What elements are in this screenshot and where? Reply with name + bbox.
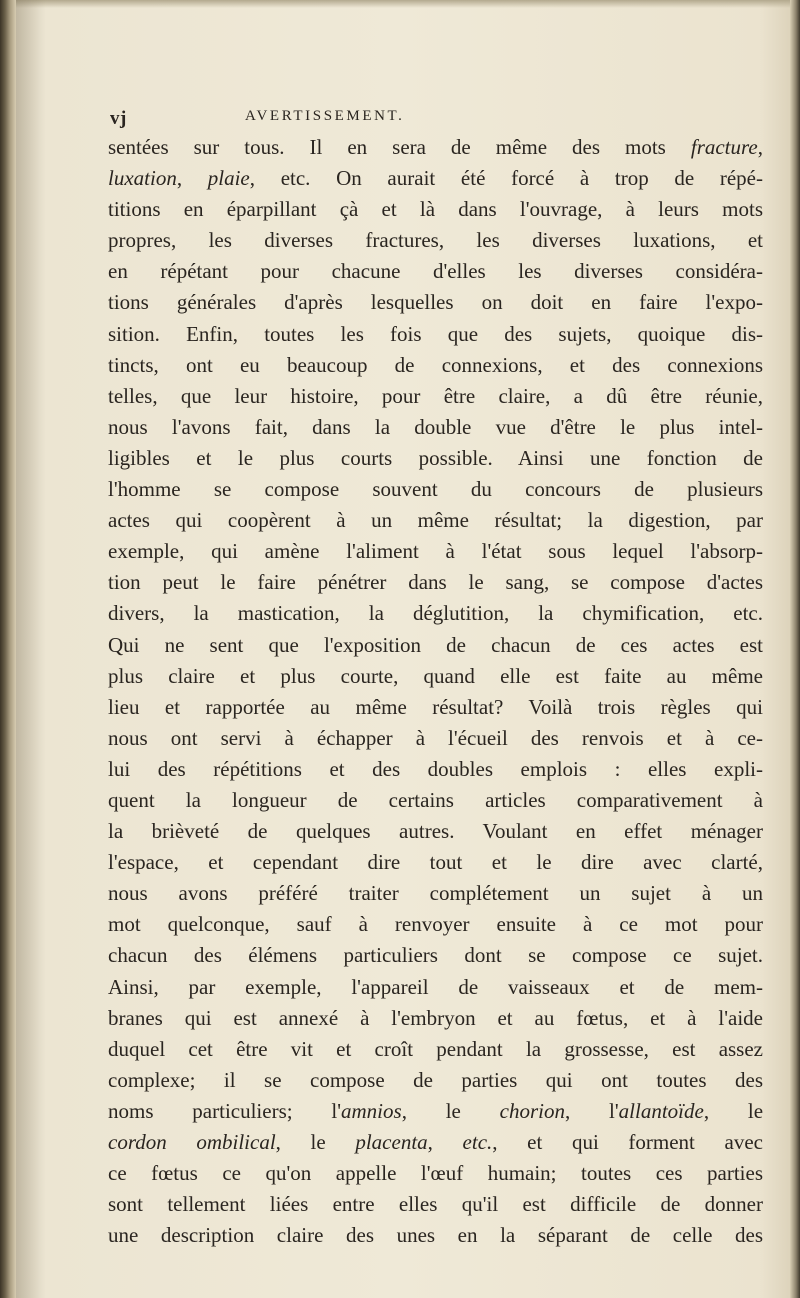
text-run: tincts, ont eu beaucoup de connexions, et des connexions: [108, 352, 763, 377]
text-run: sentées sur tous. Il en sera de même des mots: [108, 135, 691, 159]
text-line: [108, 909, 763, 940]
text-line: [108, 163, 763, 194]
text-run: mot quelconque, sauf à renvoyer ensuite à ce mot pour: [108, 912, 763, 937]
text-line: [108, 1096, 763, 1127]
italic-term: plaie: [207, 166, 250, 191]
text-run: nous ont servi à échapper à l'écueil des renvois et à ce-: [108, 725, 763, 750]
text-line: [108, 319, 763, 350]
text-line: [108, 381, 763, 412]
text-run: propres, les diverses fractures, les diverses luxations, et: [108, 228, 763, 253]
text-run: l'espace, et cependant dire tout et le dire avec clarté,: [108, 850, 763, 875]
text-line: [108, 287, 763, 318]
text-run: noms particuliers; l': [108, 1098, 341, 1123]
italic-term: etc.: [462, 1130, 493, 1154]
text-run: quent la longueur de certains articles comparativement à: [108, 787, 763, 812]
text-run: actes qui coopèrent à un même résultat; la digestion, par: [108, 508, 763, 533]
text-line: [108, 630, 763, 661]
text-line: [108, 847, 763, 878]
text-run: exemple, qui amène l'aliment à l'état sous lequel l'absorp-: [108, 539, 763, 564]
text-run: ligibles et le plus courts possible. Ainsi une fonction de: [108, 445, 763, 470]
text-line: [108, 1158, 763, 1189]
text-run: plus claire et plus courte, quand elle est faite au même: [108, 663, 763, 688]
italic-term: fracture: [690, 135, 758, 159]
italic-term: luxation: [108, 166, 177, 191]
text-line: [108, 1034, 763, 1065]
body-text: [108, 132, 763, 1251]
text-line: [108, 443, 763, 474]
text-run: lui des répétitions et des doubles emplois : elles expli-: [108, 756, 763, 781]
text-run: , le: [703, 1098, 764, 1123]
text-run: divers, la mastication, la déglutition, la chymification, etc.: [108, 601, 763, 626]
text-line: [108, 132, 763, 163]
italic-term: chorion: [499, 1098, 565, 1123]
italic-term: allantoïde: [618, 1098, 704, 1123]
text-run: sition. Enfin, toutes les fois que des sujets, quoique dis-: [108, 321, 763, 346]
text-line: [108, 816, 763, 847]
text-run: ,: [757, 135, 763, 159]
text-line: [108, 350, 763, 381]
text-run: ,: [427, 1130, 463, 1154]
text-line: [108, 1003, 763, 1034]
text-run: telles, que leur histoire, pour être claire, a dû être réunie,: [108, 383, 763, 408]
text-line: [108, 1065, 763, 1096]
text-line: [108, 723, 763, 754]
text-run: en répétant pour chacune d'elles les diverses considéra-: [108, 259, 763, 284]
text-line: [108, 692, 763, 723]
text-line: [108, 225, 763, 256]
text-run: nous l'avons fait, dans la double vue d'être le plus intel-: [108, 414, 763, 439]
page-top-shadow: [0, 0, 800, 8]
text-run: , le: [275, 1130, 356, 1154]
book-binding-edge: [0, 0, 16, 1298]
text-line: [108, 598, 763, 629]
text-run: la brièveté de quelques autres. Voulant en effet ménager: [108, 819, 763, 844]
italic-term: placenta: [355, 1130, 428, 1154]
text-run: , l': [565, 1098, 619, 1123]
text-run: ce fœtus ce qu'on appelle l'œuf humain; toutes ces parties: [108, 1161, 763, 1186]
text-line: [108, 878, 763, 909]
text-run: duquel cet être vit et croît pendant la grossesse, est assez: [108, 1036, 763, 1061]
text-line: [108, 567, 763, 598]
text-run: sont tellement liées entre elles qu'il est difficile de donner: [108, 1192, 763, 1217]
text-run: branes qui est annexé à l'embryon et au fœtus, et à l'aide: [108, 1005, 763, 1030]
text-run: , etc. On aurait été forcé à trop de répé-: [249, 166, 764, 191]
text-line: [108, 474, 763, 505]
text-run: titions en éparpillant çà et là dans l'ouvrage, à leurs mots: [108, 197, 763, 222]
running-head: AVERTISSEMENT.: [245, 108, 405, 124]
text-run: complexe; il se compose de parties qui ont toutes des: [108, 1067, 763, 1092]
text-run: une description claire des unes en la séparant de celle des: [108, 1223, 763, 1248]
italic-term: amnios: [341, 1098, 402, 1123]
italic-term: cordon ombilical: [108, 1130, 276, 1154]
text-run: nous avons préféré traiter complétement un sujet à un: [108, 881, 763, 906]
text-line: [108, 1189, 763, 1220]
text-line: [108, 785, 763, 816]
text-line: [108, 1127, 763, 1158]
text-line: [108, 536, 763, 567]
text-run: lieu et rapportée au même résultat? Voilà trois règles qui: [108, 694, 763, 719]
text-run: tion peut le faire pénétrer dans le sang, se compose d'actes: [108, 570, 763, 595]
text-run: chacun des élémens particuliers dont se compose ce sujet.: [108, 943, 763, 968]
text-line: [108, 972, 763, 1003]
text-run: ,: [176, 166, 208, 191]
text-line: [108, 505, 763, 536]
text-run: , et qui forment avec: [492, 1130, 763, 1154]
page-number: vj: [110, 108, 127, 129]
text-line: [108, 940, 763, 971]
text-run: l'homme se compose souvent du concours de plusieurs: [108, 477, 763, 502]
text-line: [108, 412, 763, 443]
page-right-edge: [790, 0, 800, 1298]
text-line: [108, 256, 763, 287]
text-line: [108, 661, 763, 692]
text-run: , le: [401, 1098, 500, 1123]
binding-shadow: [16, 0, 46, 1298]
text-line: [108, 1220, 763, 1251]
text-run: Ainsi, par exemple, l'appareil de vaisseaux et de mem-: [108, 974, 763, 999]
text-line: [108, 194, 763, 225]
text-run: tions générales d'après lesquelles on doit en faire l'expo-: [108, 290, 763, 315]
text-run: Qui ne sent que l'exposition de chacun de ces actes est: [108, 632, 763, 657]
text-line: [108, 754, 763, 785]
